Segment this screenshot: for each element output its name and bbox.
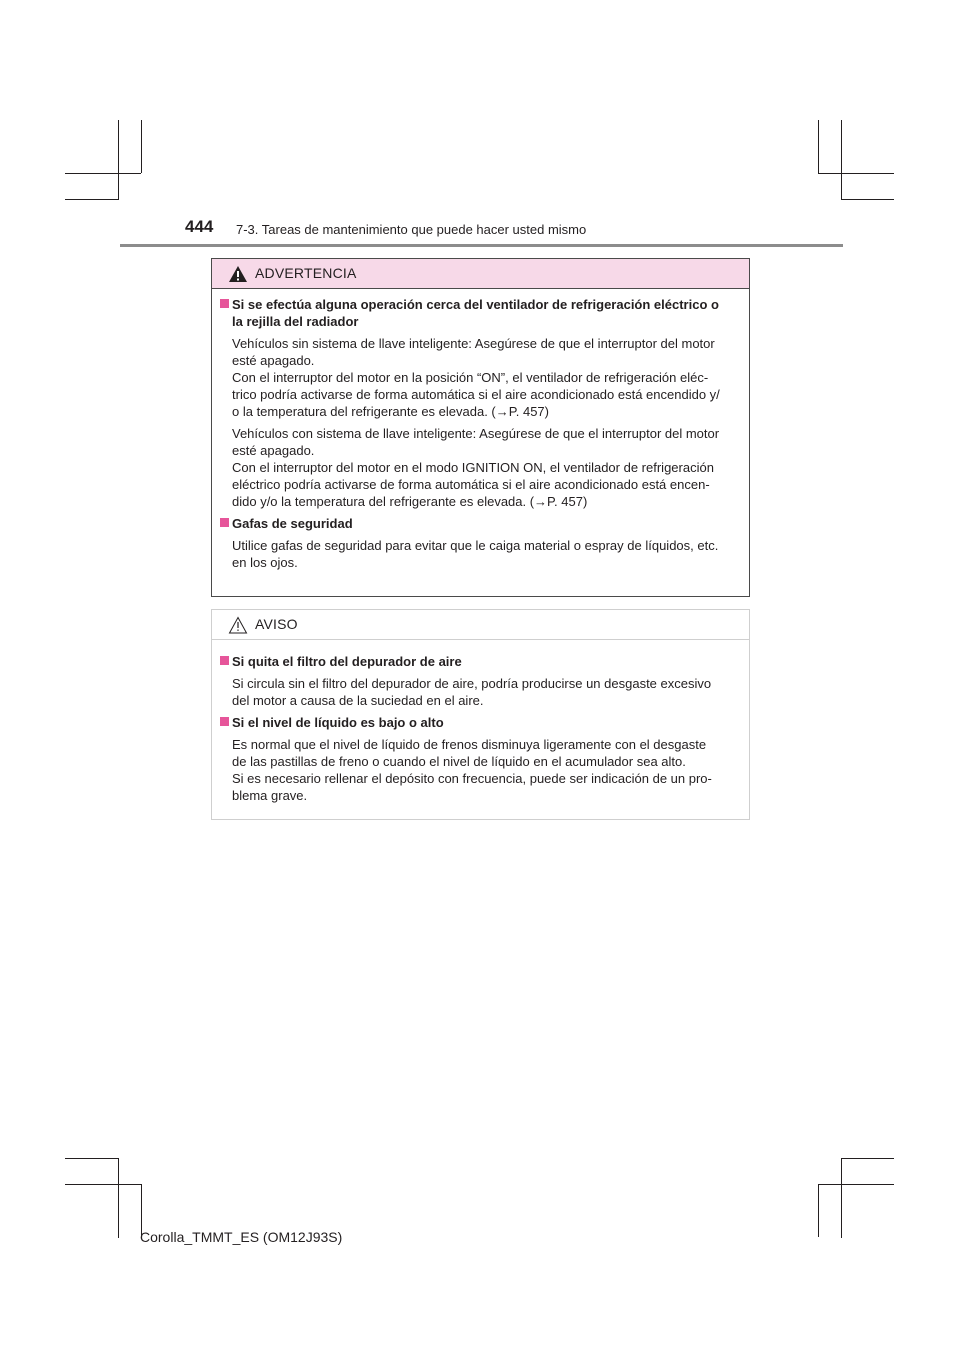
square-bullet-icon	[220, 299, 229, 308]
notice-paragraph: Es normal que el nivel de líquido de frenos disminuya ligeramente con el desgaste de las pastillas de freno o cuando el nivel de líquido en el acumulador sea alto. Si es necesario rellenar el depósito con frecuencia, puede ser indicación de un pro- blema grave.	[232, 737, 712, 803]
warning-paragraph: Utilice gafas de seguridad para evitar que le caiga material o espray de líquidos, etc. en los ojos.	[232, 538, 719, 570]
square-bullet-icon	[220, 518, 229, 527]
caution-triangle-outline-icon	[228, 616, 248, 634]
crop-mark	[841, 1158, 842, 1238]
crop-mark	[818, 173, 894, 174]
crop-mark	[818, 120, 819, 173]
warning-item-heading: Si se efectúa alguna operación cerca del ventilador de refrigeración eléctrico o la rejilla del radiador	[220, 296, 740, 330]
notice-title: AVISO	[255, 616, 298, 632]
footer-model-code: Corolla_TMMT_ES (OM12J93S)	[140, 1229, 343, 1245]
crop-mark	[818, 1184, 894, 1185]
warning-item-heading: Gafas de seguridad	[220, 515, 740, 532]
warning-paragraph: Vehículos sin sistema de llave inteligente: Asegúrese de que el interruptor del motor esté apagado. Con el interruptor del motor en la posición “ON”, el ventilador de refrigeración eléc- trico podría activarse de forma automática si el aire acondicionado está encendido y/ o la temperatura del refrigerante es elevada. (→P. 457)	[232, 336, 720, 419]
square-bullet-icon	[220, 717, 229, 726]
crop-mark	[141, 120, 142, 173]
notice-item-heading: Si quita el filtro del depurador de aire	[220, 653, 740, 670]
crop-mark	[65, 1158, 118, 1159]
crop-mark	[841, 199, 894, 200]
warning-header	[212, 259, 749, 289]
crop-mark	[65, 173, 141, 174]
warning-body	[212, 289, 749, 571]
section-title: 7-3. Tareas de mantenimiento que puede hacer usted mismo	[236, 222, 587, 237]
warning-triangle-icon	[228, 265, 248, 283]
header-rule	[120, 244, 843, 247]
crop-mark	[841, 120, 842, 200]
crop-mark	[841, 1158, 894, 1159]
warning-box	[211, 258, 750, 597]
crop-mark	[65, 1184, 141, 1185]
warning-title: ADVERTENCIA	[255, 265, 357, 281]
notice-header	[212, 610, 749, 640]
crop-mark	[118, 1158, 119, 1238]
page-number: 444	[185, 217, 214, 236]
square-bullet-icon	[220, 656, 229, 665]
crop-mark	[65, 199, 118, 200]
crop-mark	[118, 120, 119, 200]
warning-paragraph: Vehículos con sistema de llave inteligente: Asegúrese de que el interruptor del motor esté apagado. Con el interruptor del motor en el modo IGNITION ON, el ventilador de refrigeración eléctrico podría activarse de forma automática si el aire acondicionado está encen- dido y/o la temperatura del refrigerante es elevada. (→P. 457)	[232, 426, 720, 509]
crop-mark	[818, 1184, 819, 1237]
notice-body	[212, 640, 749, 804]
notice-paragraph: Si circula sin el filtro del depurador de aire, podría producirse un desgaste excesivo del motor a causa de la suciedad en el aire.	[232, 676, 712, 708]
notice-box	[211, 609, 750, 820]
notice-item-heading: Si el nivel de líquido es bajo o alto	[220, 714, 740, 731]
